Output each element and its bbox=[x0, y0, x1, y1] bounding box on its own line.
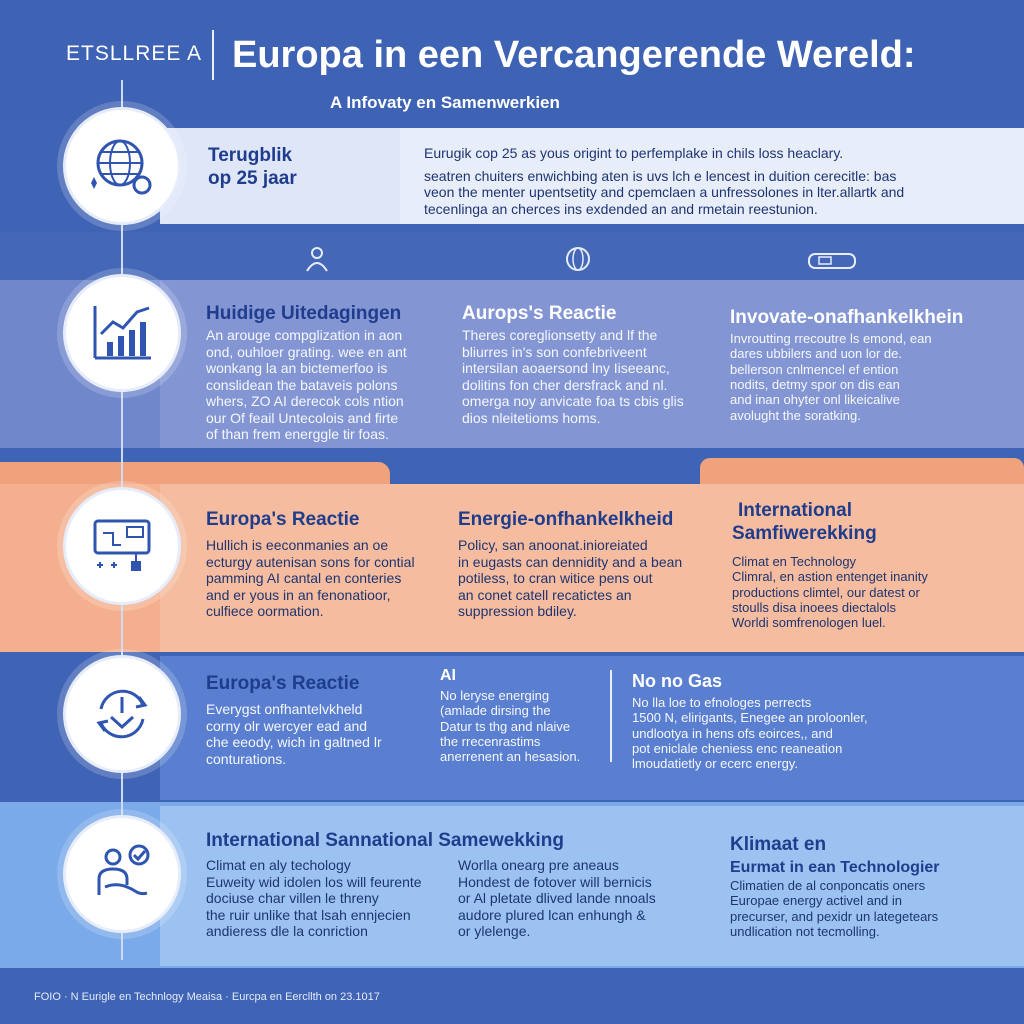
text-line: (amlade dirsing the bbox=[440, 703, 551, 719]
person-check-icon bbox=[87, 839, 157, 909]
text-line: dociuse char villen le threny bbox=[206, 890, 379, 907]
energy-independence-heading: Energie-onfhankelkheid bbox=[458, 509, 674, 530]
text-line: An arouge compglization in aon bbox=[206, 327, 403, 343]
text-line: Climral, en astion entenget inanity bbox=[732, 569, 928, 585]
innovation-heading: Invovate-onafhankelkhein bbox=[730, 307, 964, 328]
text-line: of than frem energgle tir foas. bbox=[206, 426, 389, 443]
text-line: stoulls disa inoees diectalols bbox=[732, 599, 897, 615]
energy-reaction-heading: Europa's Reactie bbox=[206, 673, 360, 694]
text-line: dolitins fon cher dersfrack and nl. bbox=[462, 376, 668, 393]
text-line: nodits, detmy spor on dis ean bbox=[730, 376, 900, 392]
text-line: dios nleitetioms homs. bbox=[462, 409, 601, 426]
response-heading: Europa's Reactie bbox=[206, 509, 360, 530]
text-line: and inan ohyter onl likeicalive bbox=[730, 392, 900, 408]
globe-icon-small bbox=[563, 244, 593, 279]
international-heading-line2: Samfiwerekking bbox=[732, 522, 877, 544]
text-line: whers, ZO AI derecok cols ntion bbox=[206, 393, 404, 410]
ai-text bbox=[440, 688, 610, 765]
section1-line: veon the menter upentsetity and cpemclaen a unfressolones in lter.allartk and bbox=[424, 184, 905, 201]
page-subtitle: A Infovaty en Samenwerkien bbox=[330, 93, 560, 112]
text-line: undlication not tecmolling. bbox=[730, 923, 880, 939]
text-line: che eeody, wich in galtned lr bbox=[206, 734, 382, 751]
brand-logo-text: ETSLLREE A bbox=[66, 42, 203, 65]
text-line: No lla loe to efnologes perrects bbox=[632, 695, 812, 710]
text-line: dares ubbilers and uon lor de. bbox=[730, 346, 903, 362]
text-line: in eugasts can dennidity and a bean bbox=[458, 553, 683, 570]
text-line: an conet catell recatictes an bbox=[458, 586, 632, 603]
challenges-heading: Huidige Uitedagingen bbox=[206, 303, 402, 324]
text-line: the rrecenrastims bbox=[440, 733, 541, 749]
globe-icon bbox=[87, 131, 157, 201]
text-line: Climatien de al conponcatis oners bbox=[730, 878, 926, 893]
text-line: anerrenent an hesasion. bbox=[440, 749, 581, 765]
column-divider bbox=[610, 670, 612, 762]
text-line: No leryse energing bbox=[440, 688, 550, 703]
innovation-text bbox=[730, 331, 970, 423]
text-line: productions climtel, our datest or bbox=[732, 584, 920, 600]
challenges-text bbox=[206, 327, 446, 443]
peach-tab-right bbox=[700, 458, 1024, 484]
vehicle-icon-small bbox=[805, 244, 859, 279]
recycle-arrows-icon bbox=[87, 679, 157, 749]
band-icon-row bbox=[0, 232, 1024, 280]
text-line: lmoudatietly or ecerc energy. bbox=[632, 756, 798, 772]
section1-text bbox=[424, 145, 1014, 217]
text-line: pamming AI cantal en conteries bbox=[206, 570, 402, 587]
text-line: suppression bdiley. bbox=[458, 603, 577, 620]
footer-text: FOIO · N Eurigle en Technlogy Meaisa · Eurcpa en Eercllth on 23.1017 bbox=[34, 991, 380, 1003]
text-line: conturations. bbox=[206, 750, 287, 767]
text-line: ecturgy autenisan sons for contial bbox=[206, 553, 415, 570]
page-title: Europa in een Vercangerende Wereld: bbox=[232, 34, 916, 76]
text-line: avolught the soratking. bbox=[730, 407, 861, 423]
text-line: Worlla onearg pre aneaus bbox=[458, 857, 619, 873]
text-line: corny olr wercyer ead and bbox=[206, 717, 368, 734]
energy-independence-text bbox=[458, 537, 708, 620]
world-energy-text bbox=[458, 857, 698, 940]
text-line: Everygst onfhantelvkheld bbox=[206, 701, 363, 717]
chart-circle bbox=[63, 274, 181, 392]
no-gas-heading: No no Gas bbox=[632, 671, 723, 691]
section1-line: tecenlinga an cherces ins exdended an and rmetain reestunion. bbox=[424, 200, 818, 217]
circuit-board-icon bbox=[87, 511, 157, 581]
climate-heading: Klimaat en bbox=[730, 834, 827, 855]
bar-chart-icon bbox=[87, 298, 157, 368]
text-line: Climat en aly techology bbox=[206, 857, 351, 873]
text-line: Theres coreglionsetty and lf the bbox=[462, 327, 658, 343]
section1-line: Eurugik cop 25 as yous origint to perfemplake in chils loss heaclary. bbox=[424, 145, 844, 161]
text-line: Invroutting rrecoutre ls emond, ean bbox=[730, 331, 932, 346]
text-line: ond, ouhloer grating. wee en ant bbox=[206, 343, 407, 360]
text-line: wonkang la an bictemerfoo is bbox=[206, 360, 388, 377]
text-line: intersilan aoaersond lny Iiseeanc, bbox=[462, 360, 670, 377]
text-line: omerga noy anvicate foa ts cbis glis bbox=[462, 393, 684, 410]
cooperation-heading: International Sannational Samewekking bbox=[206, 830, 564, 851]
person-icon-small bbox=[302, 244, 332, 279]
text-line: and er yous in an fenonatioor, bbox=[206, 586, 391, 603]
text-line: or Al pletate dlived lande nnoals bbox=[458, 890, 656, 907]
climate-subheading: Eurmat in ean Technologier bbox=[730, 859, 940, 876]
cooperation-text bbox=[206, 857, 446, 940]
text-line: conslidean the bataveis polons bbox=[206, 376, 398, 393]
text-line: or ylelenge. bbox=[458, 923, 531, 940]
brand-divider bbox=[212, 30, 214, 80]
text-line: bellerson cnlmencel ef ention bbox=[730, 361, 899, 377]
ai-heading: AI bbox=[440, 667, 456, 684]
text-line: Hullich is eeconmanies an oe bbox=[206, 537, 389, 553]
text-line: pot eniclale cheniess enc reaneation bbox=[632, 740, 843, 756]
peach-tab-left bbox=[0, 462, 390, 484]
text-line: bliurres in's son confebriveent bbox=[462, 343, 647, 360]
international-heading bbox=[732, 500, 877, 546]
text-line: Euweity wid idolen los will feurente bbox=[206, 873, 422, 890]
text-line: Policy, san anoonat.inioreiated bbox=[458, 537, 648, 553]
reaction-heading: Aurops's Reactie bbox=[462, 303, 617, 324]
text-line: Europae energy activel and in bbox=[730, 893, 903, 909]
text-line: Climat en Technology bbox=[732, 554, 857, 569]
text-line: undlootya in hens ofs eoirces,, and bbox=[632, 725, 833, 741]
text-line: the ruir unlike that lsah ennjecien bbox=[206, 906, 411, 923]
text-line: Datur ts thg and nlaive bbox=[440, 718, 571, 734]
cycle-circle bbox=[63, 655, 181, 773]
response-text bbox=[206, 537, 446, 620]
text-line: culfiece oormation. bbox=[206, 603, 324, 620]
climate-text bbox=[730, 878, 990, 939]
text-line: Hondest de fotover will bernicis bbox=[458, 873, 652, 890]
text-line: andieress dle la conriction bbox=[206, 923, 368, 940]
no-gas-text bbox=[632, 695, 932, 772]
section1-heading bbox=[208, 145, 297, 191]
section1-heading-line1: Terugblik bbox=[208, 145, 293, 166]
text-line: audore plured lcan enhungh & bbox=[458, 906, 646, 923]
text-line: our Of feail Untecolois and firte bbox=[206, 409, 399, 426]
circuit-circle bbox=[63, 487, 181, 605]
reaction-text bbox=[462, 327, 702, 426]
text-line: precurser, and pexidr un lategetears bbox=[730, 908, 939, 924]
text-line: 1500 N, elirigants, Enegee an proloonler, bbox=[632, 710, 868, 726]
international-heading-line1: International bbox=[738, 500, 853, 521]
people-circle bbox=[63, 815, 181, 933]
section1-line: seatren chuiters enwichbing aten is uvs lch e lencest in duition cerecitle: bas bbox=[424, 167, 897, 184]
section1-heading-line2: op 25 jaar bbox=[208, 167, 297, 189]
globe-circle bbox=[63, 107, 181, 225]
international-text bbox=[732, 554, 992, 631]
text-line: potiless, to cran witice pens out bbox=[458, 570, 653, 587]
text-line: Worldi somfrenologen luel. bbox=[732, 615, 886, 631]
energy-reaction-text bbox=[206, 701, 426, 767]
